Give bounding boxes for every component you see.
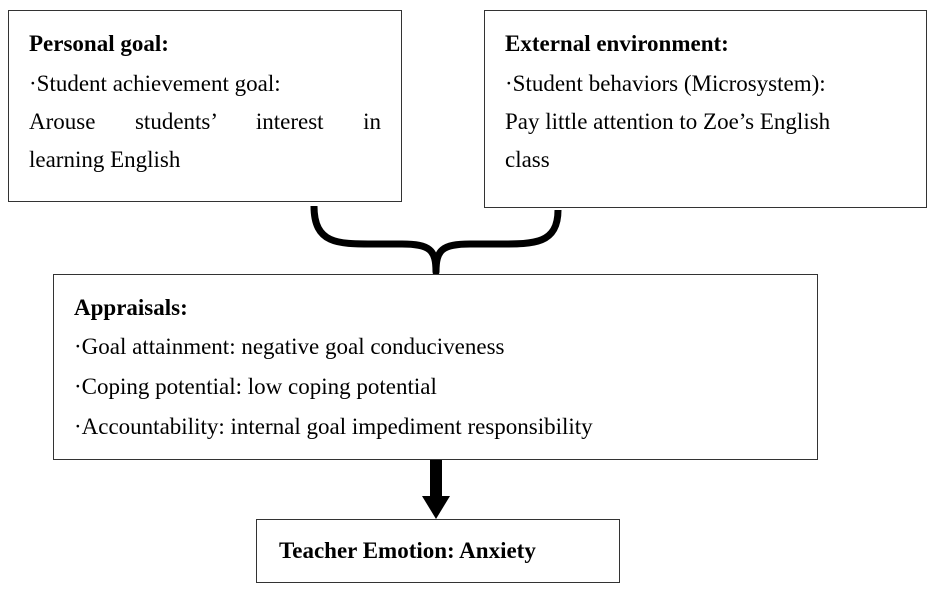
appraisals-title: Appraisals: — [74, 295, 188, 320]
merge-brace — [314, 206, 558, 272]
personal-goal-line-3: learning English — [29, 147, 181, 172]
appraisals-box — [53, 274, 818, 460]
personal-goal-title: Personal goal: — [29, 31, 169, 56]
external-environment-title: External environment: — [505, 31, 729, 56]
down-arrow-head — [422, 496, 450, 519]
appraisal-item-accountability: ·Accountability: internal goal impediment responsibility — [74, 414, 593, 439]
down-arrow-shaft — [430, 460, 442, 498]
external-environment-line-3: class — [505, 147, 550, 172]
personal-goal-line-1: ·Student achievement goal: — [29, 71, 281, 96]
appraisal-item-coping-potential: ·Coping potential: low coping potential — [74, 374, 437, 399]
external-environment-box — [484, 10, 927, 208]
teacher-emotion-label: Teacher Emotion: Anxiety — [279, 538, 536, 563]
teacher-emotion-box — [256, 519, 620, 583]
personal-goal-box — [8, 10, 402, 202]
appraisal-item-goal-attainment: ·Goal attainment: negative goal conduciveness — [74, 334, 505, 359]
external-environment-line-2: Pay little attention to Zoe’s English — [505, 109, 831, 134]
external-environment-line-1: ·Student behaviors (Microsystem): — [505, 71, 826, 96]
personal-goal-line-2: Arouse students’ interest in — [29, 109, 381, 134]
